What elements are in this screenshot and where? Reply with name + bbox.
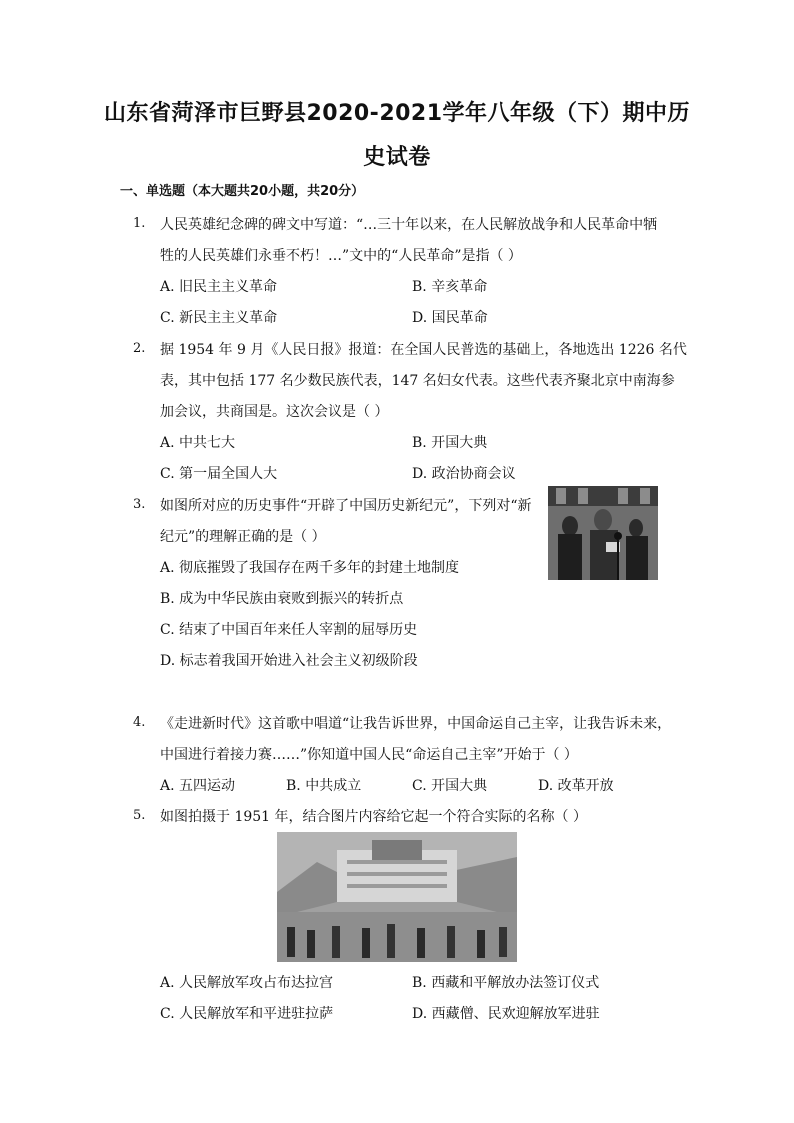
option-d[interactable]: D. 标志着我国开始进入社会主义初级阶段	[160, 653, 418, 669]
exam-title-line1: 山东省菏泽市巨野县2020-2021学年八年级（下）期中历	[103, 101, 691, 126]
question-number: 1.	[133, 216, 146, 231]
option-b[interactable]: B. 辛亥革命	[412, 279, 488, 295]
question-text: 表，其中包括 177 名少数民族代表，147 名妇女代表。这些代表齐聚北京中南海参	[160, 373, 675, 389]
option-d[interactable]: D. 西藏僧、民欢迎解放军进驻	[412, 1006, 600, 1022]
potala-palace-photo	[277, 832, 517, 962]
question-number: 4.	[133, 715, 146, 730]
option-c[interactable]: C. 第一届全国人大	[160, 466, 278, 482]
option-a[interactable]: A. 五四运动	[160, 778, 236, 794]
question-text: 中国进行着接力赛……”你知道中国人民“命运自己主宰”开始于（ ）	[160, 747, 578, 763]
question-number: 2.	[133, 341, 146, 356]
option-b[interactable]: B. 成为中华民族由衰败到振兴的转折点	[160, 591, 404, 607]
question-text: 《走进新时代》这首歌中唱道“让我告诉世界，中国命运自己主宰，让我告诉未来，	[160, 716, 672, 732]
founding-ceremony-photo	[548, 486, 658, 580]
option-d[interactable]: D. 改革开放	[538, 778, 614, 794]
option-d[interactable]: D. 政治协商会议	[412, 466, 516, 482]
question-text: 纪元”的理解正确的是（ ）	[160, 529, 326, 545]
option-a[interactable]: A. 中共七大	[160, 435, 236, 451]
option-b[interactable]: B. 中共成立	[286, 778, 362, 794]
question-number: 5.	[133, 808, 146, 823]
question-text: 据 1954 年 9 月《人民日报》报道：在全国人民普选的基础上，各地选出 1226 名代	[160, 342, 687, 358]
exam-title-line2: 史试卷	[363, 145, 431, 170]
option-a[interactable]: A. 旧民主主义革命	[160, 279, 278, 295]
question-text: 加会议，共商国是。这次会议是（ ）	[160, 404, 389, 420]
option-c[interactable]: C. 新民主主义革命	[160, 310, 278, 326]
option-d[interactable]: D. 国民革命	[412, 310, 488, 326]
section-heading: 一、单选题（本大题共20小题，共20分）	[120, 184, 365, 199]
option-c[interactable]: C. 开国大典	[412, 778, 488, 794]
question-text: 人民英雄纪念碑的碑文中写道：“…三十年以来，在人民解放战争和人民革命中牺	[160, 217, 658, 233]
option-c[interactable]: C. 结束了中国百年来任人宰割的屈辱历史	[160, 622, 418, 638]
option-a[interactable]: A. 彻底摧毁了我国存在两千多年的封建土地制度	[160, 560, 460, 576]
question-number: 3.	[133, 497, 146, 512]
option-b[interactable]: B. 开国大典	[412, 435, 488, 451]
option-b[interactable]: B. 西藏和平解放办法签订仪式	[412, 975, 600, 991]
option-a[interactable]: A. 人民解放军攻占布达拉宫	[160, 975, 334, 991]
question-text: 如图拍摄于 1951 年，结合图片内容给它起一个符合实际的名称（ ）	[160, 809, 587, 825]
option-c[interactable]: C. 人民解放军和平进驻拉萨	[160, 1006, 334, 1022]
question-text: 牲的人民英雄们永垂不朽！…”文中的“人民革命”是指（ ）	[160, 248, 522, 264]
question-text: 如图所对应的历史事件“开辟了中国历史新纪元”，下列对“新	[160, 498, 532, 514]
